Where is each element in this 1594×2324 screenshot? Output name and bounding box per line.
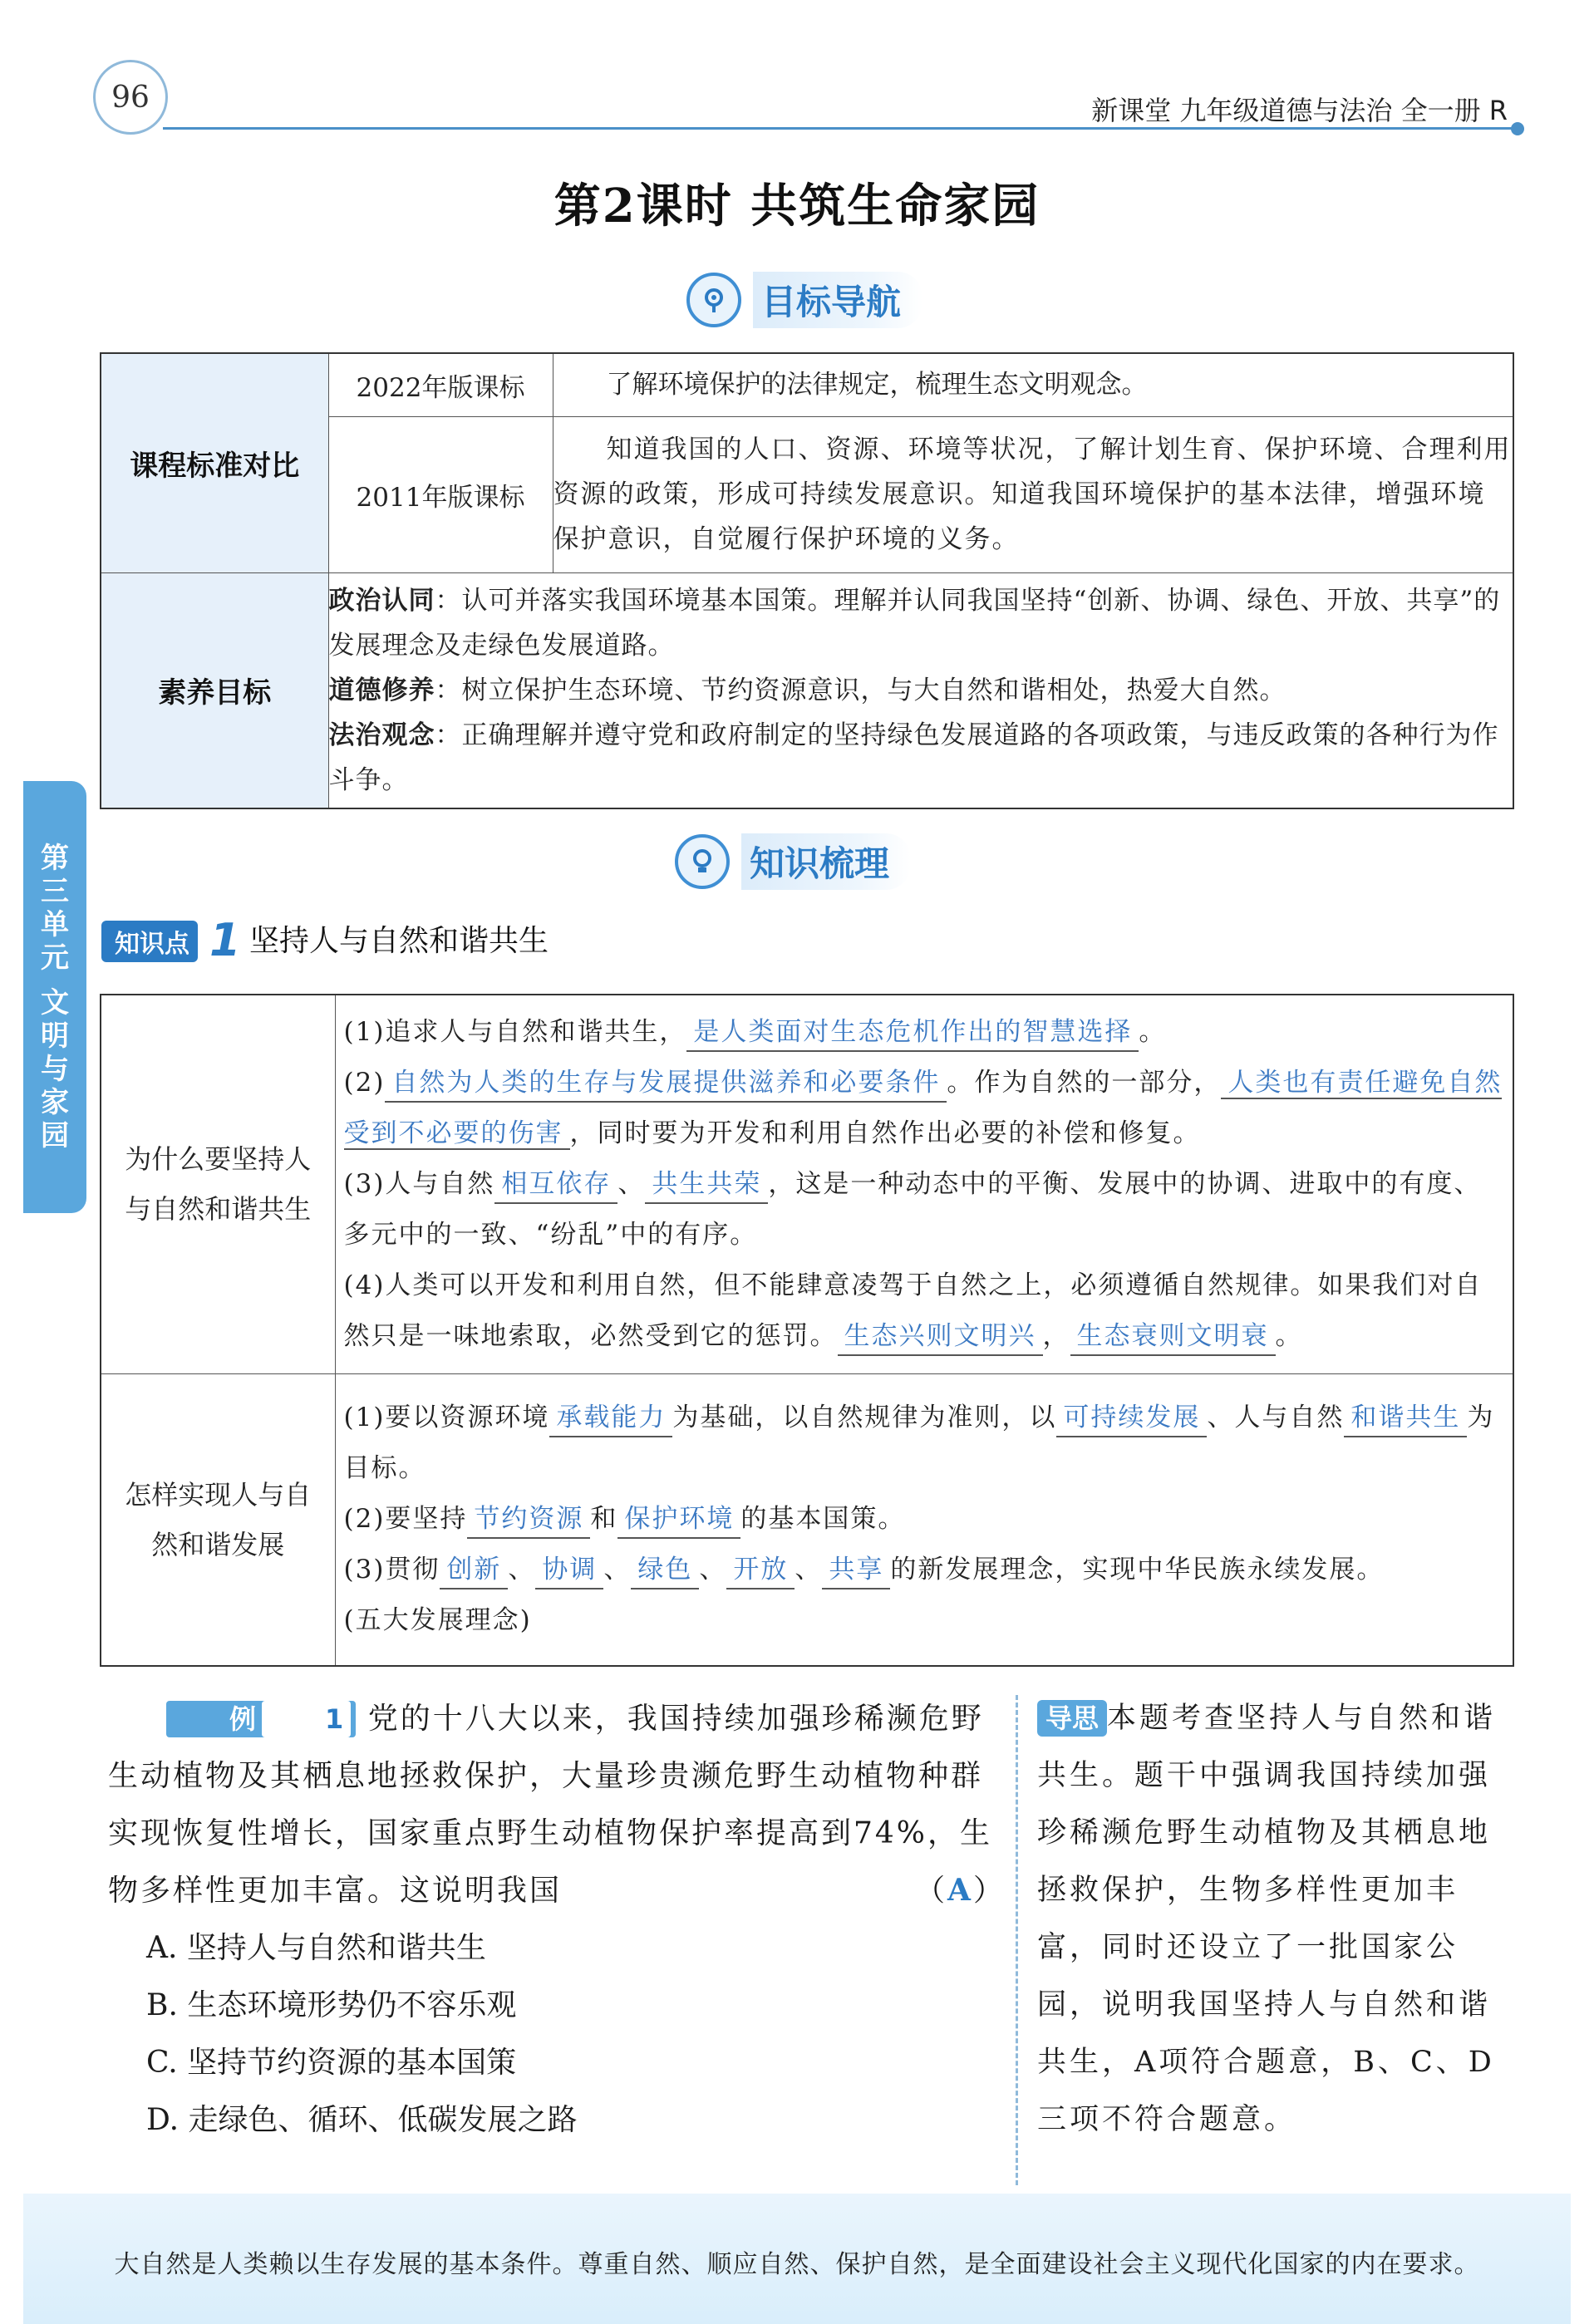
knowledge-point-number: 1 bbox=[209, 914, 241, 966]
std-2011-label: 2011年版课标 bbox=[328, 416, 553, 572]
example-badge: 例 1 bbox=[166, 1701, 356, 1737]
why-point-4: (4)人类可以开发和利用自然，但不能肆意凌驾于自然之上，必须遵循自然规律。如果我们对自然只是一味地索取，必然受到它的惩罚。 生态兴则文明兴 ， 生态衰则文明衰 。 bbox=[344, 1260, 1505, 1362]
lesson-title: 第2课时 共筑生命家园 bbox=[553, 179, 1041, 233]
guide-text: 本题考查坚持人与自然和谐共生。题干中强调我国持续加强珍稀濒危野生动植物及其栖息地拯救保护，生物多样性更加丰富，同时还设立了一批国家公园，说明我国坚持人与自然和谐共生，A项符合题意，B、C、D三项不符合题意。 bbox=[1037, 1702, 1497, 2136]
answer-blank: 协调 bbox=[535, 1551, 603, 1589]
target-icon bbox=[686, 273, 741, 327]
side-tab-char: 与 bbox=[41, 1053, 69, 1086]
answer-blank: 开放 bbox=[726, 1551, 795, 1589]
literacy-text: ：认可并落实我国环境基本国策。理解并认同我国坚持“创新、协调、绿色、开放、共享”的发展理念及走绿色发展道路。 bbox=[328, 585, 1501, 661]
side-tab-char: 文 bbox=[41, 986, 69, 1020]
option-d: D. 走绿色、循环、低碳发展之路 bbox=[146, 2103, 578, 2137]
std-2022-text: 了解环境保护的法律规定，梳理生态文明观念。 bbox=[553, 353, 1513, 416]
guide-badge: 导思 bbox=[1037, 1700, 1107, 1737]
side-tab-char: 家 bbox=[41, 1086, 69, 1119]
side-tab-char: 三 bbox=[41, 875, 69, 908]
answer-blank: 可持续发展 bbox=[1056, 1399, 1207, 1437]
goal-table bbox=[100, 352, 1514, 809]
literacy-text: ：正确理解并遵守党和政府制定的坚持绿色发展道路的各项政策，与违反政策的各种行为作斗争。 bbox=[328, 720, 1499, 795]
question-how-label: 怎样实现人与自然和谐发展 bbox=[101, 1373, 335, 1666]
section-goal-banner bbox=[686, 271, 922, 329]
knowledge-point-label: 知识点 bbox=[101, 921, 198, 962]
knowledge-table bbox=[100, 994, 1514, 1667]
literacy-item bbox=[329, 668, 1513, 713]
footer-quote: 大自然是人类赖以生存发展的基本条件。尊重自然、顺应自然、保护自然，是全面建设社会主义现代化国家的内在要求。 bbox=[114, 2250, 1480, 2279]
why-point-3: (3)人与自然 相互依存 、 共生共荣 ，这是一种动态中的平衡、发展中的协调、进取中的有度、多元中的一致、“纷乱”中的有序。 bbox=[344, 1159, 1505, 1260]
curriculum-label: 课程标准对比 bbox=[101, 353, 328, 572]
example-divider bbox=[1016, 1695, 1018, 2185]
side-tab-char: 明 bbox=[41, 1020, 69, 1053]
answer-blank: 自然为人类的生存与发展提供滋养和必要条件 bbox=[385, 1064, 947, 1103]
option-b: B. 生态环境形势仍不容乐观 bbox=[146, 1988, 517, 2022]
question-why-label: 为什么要坚持人与自然和谐共生 bbox=[101, 995, 335, 1373]
section-knowledge-title: 知识梳理 bbox=[741, 833, 911, 890]
answer-blank: 生态兴则文明兴 bbox=[838, 1318, 1043, 1356]
literacy-text: ：树立保护生态环境、节约资源意识，与大自然和谐相处，热爱大自然。 bbox=[435, 675, 1287, 705]
std-2011-text: 知道我国的人口、资源、环境等状况，了解计划生育、保护环境、合理利用资源的政策，形成可持续发展意识。知道我国环境保护的基本法律，增强环境保护意识，自觉履行保护环境的义务。 bbox=[553, 416, 1513, 572]
lightbulb-icon bbox=[675, 834, 730, 889]
guide-note bbox=[1037, 1690, 1519, 2149]
question-why-content bbox=[335, 995, 1513, 1373]
knowledge-point-title: 坚持人与自然和谐共生 bbox=[249, 924, 549, 958]
example-number: 1 bbox=[262, 1701, 351, 1737]
literacy-goals bbox=[328, 572, 1513, 808]
side-tab-char: 第 bbox=[41, 842, 69, 875]
literacy-key: 法治观念 bbox=[328, 720, 435, 750]
header-rule-dot bbox=[1511, 122, 1524, 135]
std-2022-label: 2022年版课标 bbox=[328, 353, 553, 416]
literacy-key: 政治认同 bbox=[328, 585, 435, 616]
unit-side-tab bbox=[23, 781, 86, 1213]
answer-blank: 创新 bbox=[440, 1551, 508, 1589]
literacy-item bbox=[329, 713, 1513, 803]
how-point-2: (2)要坚持 节约资源 和 保护环境 的基本国策。 bbox=[344, 1494, 1505, 1545]
book-title: 新课堂 九年级道德与法治 全一册 R bbox=[1091, 95, 1508, 126]
question-how-content bbox=[335, 1373, 1513, 1666]
answer-blank: 生态衰则文明衰 bbox=[1070, 1318, 1276, 1356]
literacy-label: 素养目标 bbox=[101, 572, 328, 808]
answer-blank: 节约资源 bbox=[467, 1501, 590, 1539]
option-a: A. 坚持人与自然和谐共生 bbox=[146, 1931, 486, 1965]
answer-blank: 和谐共生 bbox=[1344, 1399, 1467, 1437]
answer-blank: 相互依存 bbox=[494, 1166, 617, 1204]
side-tab-char: 园 bbox=[41, 1119, 69, 1152]
side-tab-char: 元 bbox=[41, 941, 69, 975]
example-stem: 例 1 党的十八大以来，我国持续加强珍稀濒危野生动植物及其栖息地拯救保护，大量珍贵濒危野生动植物种群实现恢复性增长，国家重点野生动植物保护率提高到74%，生物多样性更加丰富。这说明我国 （A） bbox=[108, 1690, 1006, 1919]
literacy-item bbox=[329, 578, 1513, 668]
section-goal-title: 目标导航 bbox=[753, 272, 922, 328]
answer-blank: 人类也有责任避免自然受到不必要的伤害 bbox=[343, 1067, 1503, 1148]
answer-blank: 是人类面对生态危机作出的智慧选择 bbox=[686, 1014, 1139, 1052]
answer-blank: 承载能力 bbox=[549, 1399, 672, 1437]
example-answer: （A） bbox=[915, 1873, 1006, 1908]
answer-blank: 共生共荣 bbox=[645, 1166, 768, 1204]
how-point-3: (3)贯彻 创新 、 协调 、 绿色 、 开放 、 共享 的新发展理念，实现中华民族永续发展。 bbox=[344, 1545, 1505, 1595]
how-point-3-note: (五大发展理念) bbox=[343, 1605, 532, 1636]
why-point-1: (1)追求人与自然和谐共生， 是人类面对生态危机作出的智慧选择 。 bbox=[344, 1007, 1505, 1058]
answer-blank: 共享 bbox=[822, 1551, 890, 1589]
example-question bbox=[108, 1690, 1006, 2149]
how-point-1: (1)要以资源环境 承载能力 为基础，以自然规律为准则，以 可持续发展 、人与自然 和谐共生 为目标。 bbox=[344, 1393, 1505, 1494]
answer-blank: 保护环境 bbox=[617, 1501, 740, 1539]
literacy-key: 道德修养 bbox=[328, 675, 435, 705]
answer-blank: 绿色 bbox=[631, 1551, 699, 1589]
option-c: C. 坚持节约资源的基本国策 bbox=[146, 2046, 517, 2080]
why-point-2: (2) 自然为人类的生存与发展提供滋养和必要条件 。作为自然的一部分， 人类也有责任避免自然受到不必要的伤害 ，同时要为开发和利用自然作出必要的补偿和修复。 bbox=[344, 1058, 1505, 1159]
side-tab-char: 单 bbox=[41, 908, 69, 941]
page-number: 96 bbox=[93, 60, 168, 135]
section-knowledge-banner bbox=[675, 833, 911, 891]
